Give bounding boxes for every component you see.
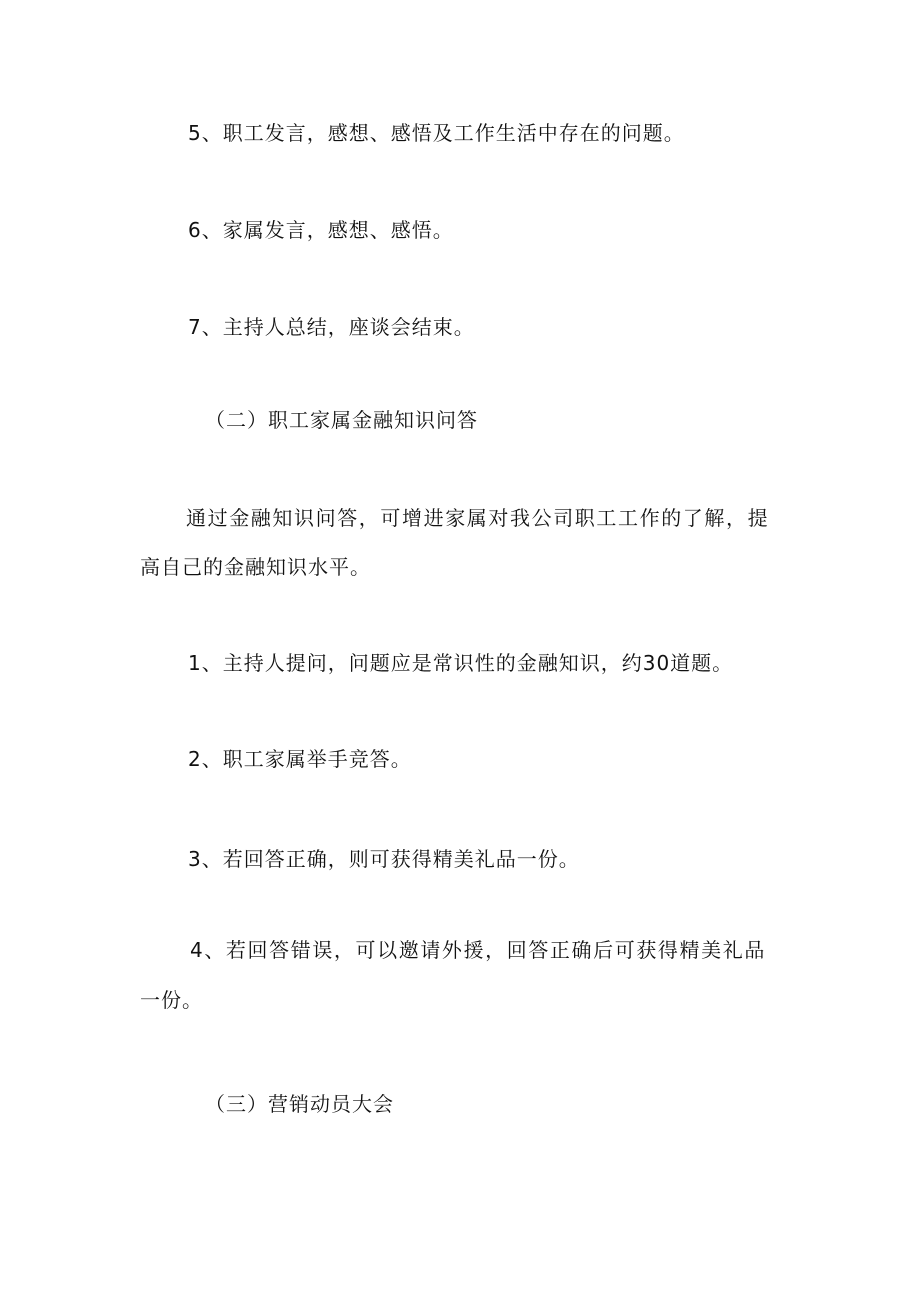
paragraph-line-2: 高自己的金融知识水平。 <box>140 555 371 579</box>
list-item-4-continuation: 一份。 <box>140 988 203 1012</box>
section-heading-3: （三）营销动员大会 <box>205 1092 394 1116</box>
paragraph-line-1: 通过金融知识问答，可增进家属对我公司职工工作的了解，提 <box>186 506 770 530</box>
section-heading-2: （二）职工家属金融知识问答 <box>205 408 478 432</box>
list-item-2: 2、职工家属举手竞答。 <box>188 747 412 771</box>
list-item-7: 7、主持人总结，座谈会结束。 <box>188 315 475 339</box>
list-item-3: 3、若回答正确，则可获得精美礼品一份。 <box>188 847 580 871</box>
list-item-1: 1、主持人提问，问题应是常识性的金融知识，约30道题。 <box>188 651 734 675</box>
list-item-5: 5、职工发言，感想、感悟及工作生活中存在的问题。 <box>188 121 685 145</box>
list-item-4: 4、若回答错误，可以邀请外援，回答正确后可获得精美礼品 <box>190 938 766 962</box>
list-item-6: 6、家属发言，感想、感悟。 <box>188 218 454 242</box>
